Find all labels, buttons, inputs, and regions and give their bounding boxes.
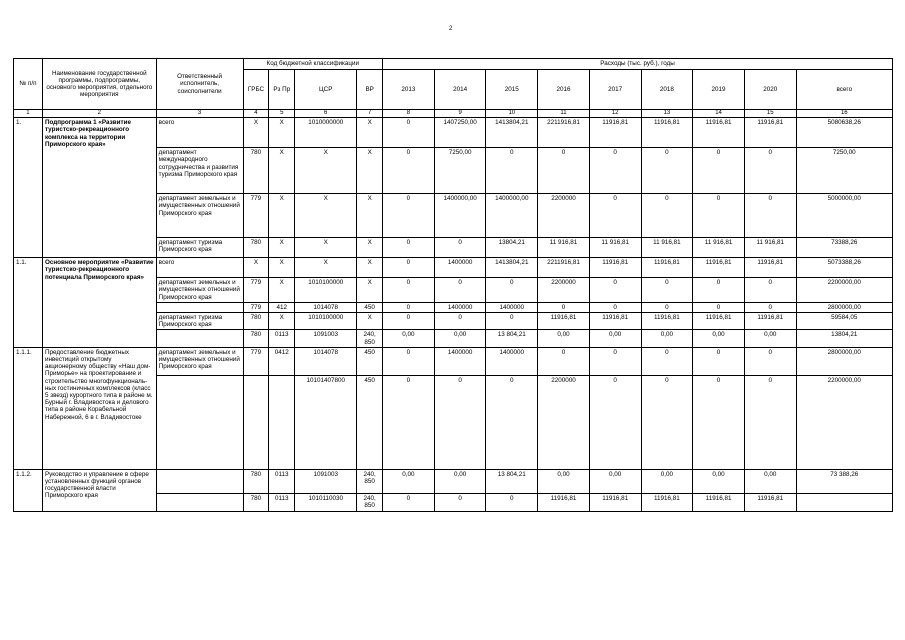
col-number: 10 [486,110,538,118]
value-cell: X [357,148,383,194]
column-numbers-row [14,110,893,118]
value-cell: 0,00 [383,330,435,347]
value-cell: 450 [357,375,383,469]
value-cell: X [243,118,269,148]
value-cell: 1400000,00 [486,194,538,238]
value-cell: 0,00 [538,469,590,493]
value-cell: 11916,81 [641,258,693,278]
value-cell: 779 [243,302,269,312]
value-cell: 0,00 [538,330,590,347]
value-cell: 5073388,26 [796,258,892,278]
value-cell: 0,00 [589,330,641,347]
value-cell: 0 [744,148,796,194]
value-cell: X [269,313,295,330]
header-name: Наименование государственной программы, подпрограммы, основного мероприятия, отдельного мероприятия [42,59,156,110]
value-cell: 1091003 [295,469,357,493]
value-cell: 0 [641,148,693,194]
program-name: Основное мероприятие «Развитие туристско-рекреационного потенциала Приморского края» [42,258,156,348]
row-number: 1. [14,118,43,258]
value-cell: 1400000 [486,347,538,375]
value-cell [796,493,892,511]
value-cell: 0 [383,238,435,258]
col-number: 8 [383,110,435,118]
value-cell: 0 [589,302,641,312]
value-cell: 11916,81 [538,313,590,330]
value-cell: 0 [383,148,435,194]
header-year: 2019 [693,70,745,110]
value-cell: X [243,258,269,278]
value-cell: X [295,258,357,278]
value-cell: 0113 [269,469,295,493]
header-num: № п/п [14,59,43,110]
value-cell: 0 [641,278,693,303]
table-row [14,258,893,278]
value-cell: 0 [693,302,745,312]
value-cell: 0 [693,148,745,194]
header-rzpr: Рз Пр [269,70,295,110]
value-cell: X [269,258,295,278]
value-cell: X [269,118,295,148]
value-cell: 0 [744,347,796,375]
value-cell: 0 [383,278,435,303]
header-grbs: ГРБС [243,70,269,110]
value-cell: 0412 [269,347,295,375]
value-cell: 7250,00 [434,148,486,194]
value-cell: 0 [641,194,693,238]
value-cell: X [357,194,383,238]
program-name: Предоставление бюджетных инвестиций открытому акционерному обществу «Наш дом-Приморье» на проектирование и строительство многофункциональ-ных гостиничных комплексов (класс 5 звезд) курортного типа в районе м. Бурный г. Владивостока и делового типа в районе Корабельной Набережной, 6 в г. Владивостоке [42,347,156,469]
responsible-cell [156,302,243,312]
value-cell: 240, 850 [357,469,383,493]
value-cell: 11916,81 [641,118,693,148]
value-cell: X [357,258,383,278]
value-cell: 73388,26 [796,238,892,258]
value-cell: 1014078 [295,302,357,312]
col-number: 14 [693,110,745,118]
value-cell: 13804,21 [486,238,538,258]
responsible-cell: департамент земельных и имущественных отношений Приморского края [156,347,243,375]
value-cell: 0 [641,375,693,469]
responsible-cell [156,493,243,511]
value-cell: 11916,81 [589,118,641,148]
value-cell: 13 804,21 [486,469,538,493]
value-cell: 1010000000 [295,118,357,148]
responsible-cell: всего [156,118,243,148]
value-cell: 0 [641,347,693,375]
value-cell: 0 [538,347,590,375]
value-cell: 412 [269,302,295,312]
value-cell: 0,00 [641,469,693,493]
value-cell: 0 [383,302,435,312]
value-cell: 2800000,00 [796,347,892,375]
value-cell: 1010100000 [295,313,357,330]
value-cell: 11 916,81 [693,238,745,258]
program-name: Подпрограмма 1 «Развитие туристско-рекреационного комплекса на территории Приморского края» [42,118,156,258]
value-cell: 0 [693,347,745,375]
value-cell: 2200000,00 [796,375,892,469]
value-cell: 0 [589,194,641,238]
value-cell: 450 [357,347,383,375]
value-cell: 780 [243,148,269,194]
value-cell: 2200000 [538,278,590,303]
value-cell: 0 [486,148,538,194]
value-cell: 0 [589,347,641,375]
value-cell: 0 [538,148,590,194]
value-cell: 0 [744,194,796,238]
value-cell: 0,00 [434,330,486,347]
value-cell: 11916,81 [589,493,641,511]
header-year: 2020 [744,70,796,110]
value-cell: X [357,278,383,303]
value-cell: 0 [486,493,538,511]
value-cell: 0 [486,278,538,303]
header-year: 2013 [383,70,435,110]
program-name: Руководство и управление в сфере установленных функций органов государственной власти Приморского края [42,469,156,511]
value-cell: 11916,81 [589,313,641,330]
value-cell: 0 [383,258,435,278]
value-cell: 0,00 [434,469,486,493]
value-cell [243,375,269,469]
value-cell: 0 [589,375,641,469]
value-cell: 0 [693,375,745,469]
responsible-cell: всего [156,258,243,278]
value-cell: X [269,238,295,258]
budget-table [13,58,893,512]
value-cell: 0 [486,375,538,469]
value-cell: 11 916,81 [744,238,796,258]
col-number: 9 [434,110,486,118]
header-budget-code: Код бюджетной классификации [243,59,383,70]
responsible-cell [156,469,243,493]
value-cell: 11916,81 [538,493,590,511]
value-cell: 0 [383,375,435,469]
value-cell: 11916,81 [744,118,796,148]
value-cell: 0,00 [744,330,796,347]
value-cell: 2800000,00 [796,302,892,312]
value-cell: 1010110030 [295,493,357,511]
value-cell: 5000000,00 [796,194,892,238]
value-cell: 780 [243,330,269,347]
value-cell: 0113 [269,493,295,511]
value-cell: 0 [434,278,486,303]
value-cell [269,375,295,469]
header-expenses: Расходы (тыс. руб.), годы [383,59,893,70]
value-cell: 0 [538,302,590,312]
value-cell: 0 [486,313,538,330]
value-cell: 11916,81 [641,313,693,330]
value-cell: 0 [434,313,486,330]
value-cell: X [357,238,383,258]
value-cell: 0 [744,302,796,312]
value-cell: 0,00 [744,469,796,493]
responsible-cell: департамент международного сотрудничества и развития туризма Приморского края [156,148,243,194]
value-cell: 0,00 [641,330,693,347]
value-cell: 2211916,81 [538,118,590,148]
header-responsible: Ответственный исполнитель, соисполнители [156,59,243,110]
value-cell: 1091003 [295,330,357,347]
value-cell: X [357,313,383,330]
value-cell: 0 [589,148,641,194]
table-row [14,469,893,493]
col-number: 6 [295,110,357,118]
value-cell: 0 [641,302,693,312]
value-cell: 1413804,21 [486,118,538,148]
value-cell: 0,00 [693,469,745,493]
header-year: 2016 [538,70,590,110]
value-cell: 11 916,81 [641,238,693,258]
page-number: 2 [449,26,453,32]
value-cell: 0 [383,118,435,148]
value-cell: 0,00 [383,469,435,493]
row-number: 1.1. [14,258,43,348]
value-cell: 1400000,00 [434,194,486,238]
value-cell: X [269,278,295,303]
value-cell: 2211916,81 [538,258,590,278]
value-cell: 11916,81 [641,493,693,511]
value-cell: 0 [744,278,796,303]
row-number: 1.1.1. [14,347,43,469]
value-cell: 240, 850 [357,330,383,347]
value-cell: 11916,81 [693,493,745,511]
value-cell: 0 [693,278,745,303]
responsible-cell: департамент туризма Приморского края [156,238,243,258]
value-cell: 1400000 [434,258,486,278]
value-cell: 11916,81 [693,258,745,278]
value-cell: 11916,81 [693,118,745,148]
value-cell: 11916,81 [693,313,745,330]
col-number: 3 [156,110,243,118]
header-csr: ЦСР [295,70,357,110]
value-cell: 73 388,26 [796,469,892,493]
value-cell: 780 [243,493,269,511]
value-cell: 780 [243,313,269,330]
value-cell: 1407250,00 [434,118,486,148]
col-number: 5 [269,110,295,118]
col-number: 7 [357,110,383,118]
value-cell: 0,00 [693,330,745,347]
value-cell: X [295,238,357,258]
value-cell: 11916,81 [744,258,796,278]
table-row [14,118,893,148]
value-cell: 13804,21 [796,330,892,347]
col-number: 13 [641,110,693,118]
value-cell: 1014078 [295,347,357,375]
value-cell: 0 [693,194,745,238]
value-cell: 0,00 [589,469,641,493]
value-cell: 1010100000 [295,278,357,303]
table-row [14,347,893,375]
value-cell: X [295,194,357,238]
value-cell: 2200000,00 [796,278,892,303]
value-cell: 13 804,21 [486,330,538,347]
responsible-cell [156,375,243,469]
value-cell: 0 [589,278,641,303]
value-cell: 0 [383,313,435,330]
header-year: 2015 [486,70,538,110]
value-cell: 779 [243,194,269,238]
value-cell: 240, 850 [357,493,383,511]
value-cell: 2200000 [538,375,590,469]
value-cell: X [357,118,383,148]
value-cell: 0 [383,194,435,238]
header-year: 2017 [589,70,641,110]
value-cell: 10101407800 [295,375,357,469]
value-cell: 0 [383,493,435,511]
value-cell: 1400000 [486,302,538,312]
col-number: 4 [243,110,269,118]
value-cell: 1413804,21 [486,258,538,278]
header-total: всего [796,70,892,110]
col-number: 12 [589,110,641,118]
value-cell: 0 [434,238,486,258]
responsible-cell: департамент земельных и имущественных отношений Приморского края [156,194,243,238]
value-cell: 11916,81 [744,313,796,330]
value-cell: 7250,00 [796,148,892,194]
value-cell: 779 [243,347,269,375]
value-cell: 0 [434,375,486,469]
row-number: 1.1.2. [14,469,43,511]
value-cell: 11916,81 [589,258,641,278]
col-number: 1 [14,110,43,118]
value-cell: 5080638,26 [796,118,892,148]
value-cell: 780 [243,469,269,493]
value-cell: 59584,05 [796,313,892,330]
col-number: 15 [744,110,796,118]
value-cell: 0 [744,375,796,469]
value-cell: 0113 [269,330,295,347]
value-cell: 0 [434,493,486,511]
col-number: 2 [42,110,156,118]
value-cell: 11916,81 [744,493,796,511]
responsible-cell: департамент туризма Приморского края [156,313,243,330]
header-vr: ВР [357,70,383,110]
header-year: 2014 [434,70,486,110]
col-number: 11 [538,110,590,118]
value-cell: 450 [357,302,383,312]
value-cell: 779 [243,278,269,303]
value-cell: X [269,148,295,194]
value-cell: 11 916,81 [589,238,641,258]
value-cell: X [295,148,357,194]
header-year: 2018 [641,70,693,110]
value-cell: 1400000 [434,347,486,375]
value-cell: 1400000 [434,302,486,312]
responsible-cell: департамент земельных и имущественных отношений Приморского края [156,278,243,303]
value-cell: 2200000 [538,194,590,238]
responsible-cell [156,330,243,347]
col-number: 16 [796,110,892,118]
value-cell: 780 [243,238,269,258]
value-cell: 0 [383,347,435,375]
value-cell: 11 916,81 [538,238,590,258]
value-cell: X [269,194,295,238]
